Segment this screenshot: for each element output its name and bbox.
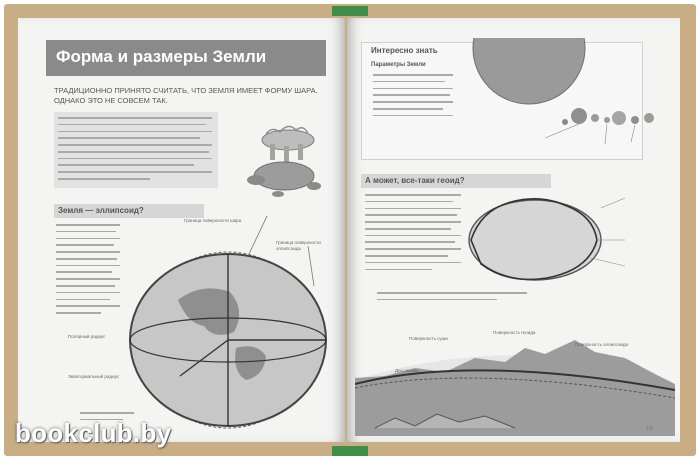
- lead-text-lines: [58, 117, 212, 185]
- spine-band-top: [332, 6, 368, 16]
- geoid-illustration: [465, 188, 665, 284]
- lead-text-box: [54, 112, 218, 188]
- label-geoid-surface: Поверхность геоида: [493, 330, 536, 335]
- section-bar-geoid: [361, 174, 551, 188]
- label-ocean-floor: Дно океана: [395, 368, 419, 373]
- label-polar-radius: Полярный радиус: [68, 334, 106, 339]
- page-title-bar: [46, 40, 326, 76]
- planets-illustration: [455, 38, 667, 160]
- geoid-caption-lines: [377, 292, 527, 306]
- terrain-illustration: [355, 318, 675, 436]
- label-ellipsoid-surface: Поверхность эллипсоида: [575, 342, 629, 347]
- ellipsoid-text-lines: [56, 224, 120, 319]
- label-equatorial-radius: Экваториальный радиус: [68, 374, 120, 379]
- params-list-lines: [373, 74, 453, 121]
- spine-band-bottom: [332, 446, 368, 456]
- label-ellipsoid-boundary: Граница поверхности эллипсоида: [276, 240, 321, 251]
- label-sphere-boundary: Граница поверхности шара: [184, 218, 242, 223]
- label-land-surface: Поверхность суши: [409, 336, 448, 341]
- intro-text: ТРАДИЦИОННО ПРИНЯТО СЧИТАТЬ, ЧТО ЗЕМЛЯ ИМЕЕТ ФОРМУ ШАРА. ОДНАКО ЭТО НЕ СОВСЕМ ТАК.: [54, 86, 318, 105]
- watermark: bookclub.by: [15, 418, 172, 448]
- section-title-geoid: А может, все-таки геоид?: [365, 176, 465, 185]
- geoid-text-lines: [365, 194, 461, 275]
- page-number: 15: [646, 426, 653, 432]
- right-page: [347, 18, 680, 442]
- info-title: Интересно знать: [371, 46, 438, 55]
- params-title: Параметры Земли: [371, 62, 426, 68]
- left-page: [18, 18, 345, 442]
- turtle-illustration: [244, 110, 326, 202]
- page-title: Форма и размеры Земли: [56, 47, 267, 66]
- section-title-ellipsoid: Земля — эллипсоид?: [58, 206, 144, 215]
